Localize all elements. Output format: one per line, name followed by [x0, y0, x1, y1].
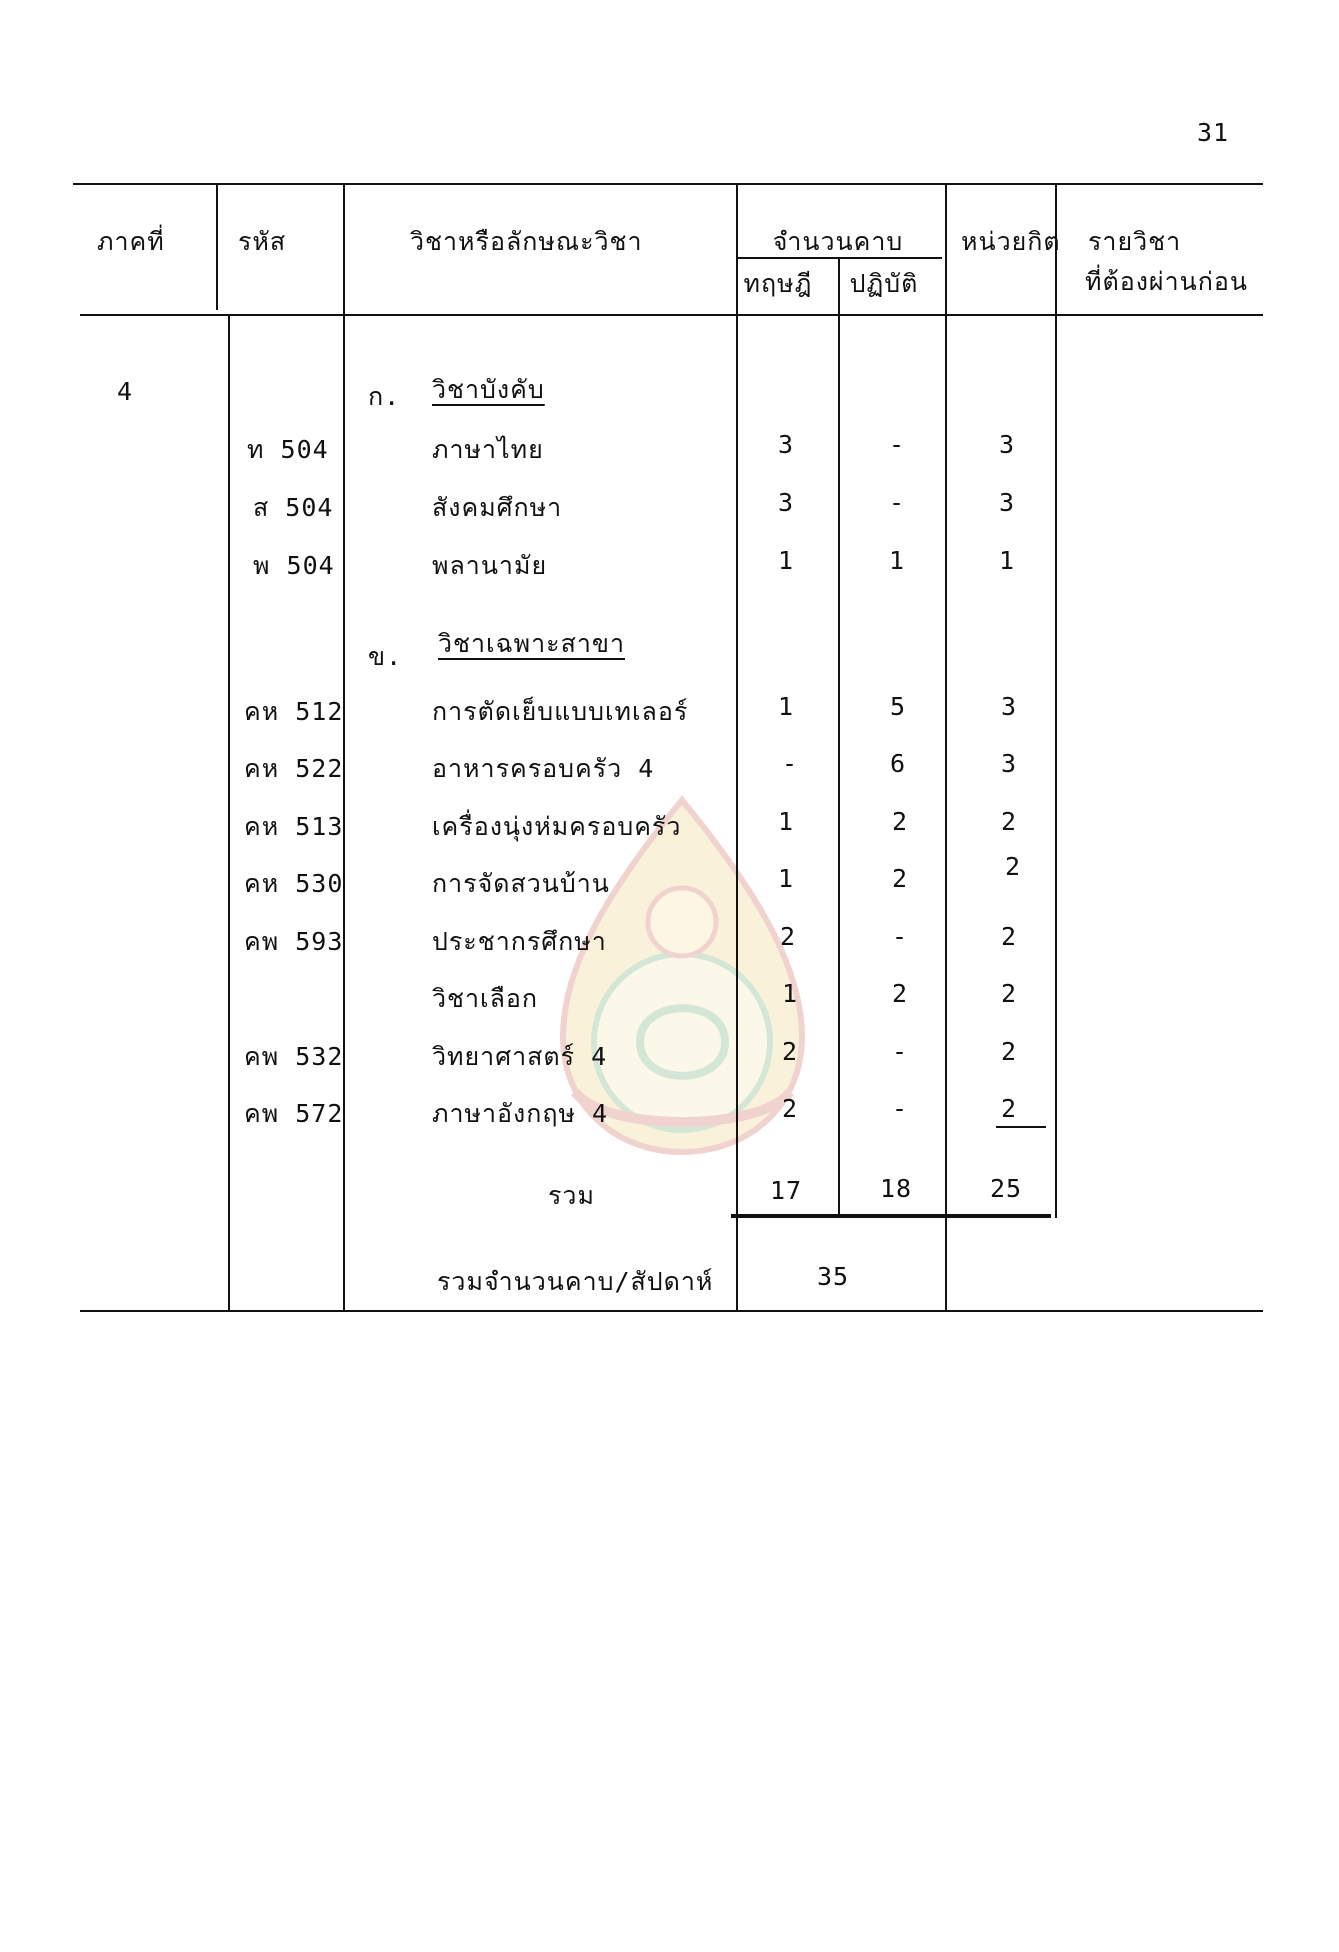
row-theory: 1	[777, 864, 795, 893]
row-credits: 2	[1000, 807, 1018, 836]
header-periods: จำนวนคาบ	[772, 227, 904, 256]
row-code: คพ 532	[244, 1042, 344, 1071]
weekly-total-label: รวมจำนวนคาบ/สัปดาห์	[437, 1267, 714, 1296]
col-rule-1	[228, 314, 230, 1310]
col-rule-6	[1055, 183, 1057, 1218]
col-rule-3	[736, 183, 738, 1310]
row-practice: -	[888, 430, 906, 459]
row-practice: 1	[888, 546, 906, 575]
row-subject: ภาษาอังกฤษ 4	[432, 1099, 609, 1128]
group-a-marker: ก.	[368, 382, 401, 411]
col-rule-4	[838, 257, 840, 1214]
row-subject: พลานามัย	[432, 551, 548, 580]
semester-value: 4	[117, 377, 134, 406]
row-theory: 1	[781, 979, 799, 1008]
row-subject: สังคมศึกษา	[432, 493, 563, 522]
col-rule-1-header	[216, 183, 218, 310]
row-subject: อาหารครอบครัว 4	[432, 754, 655, 783]
row-code: คห 512	[244, 697, 344, 726]
header-prereq-line1: รายวิชา	[1088, 227, 1182, 256]
header-practice: ปฏิบัติ	[849, 269, 919, 298]
row-credits: 2	[1000, 1037, 1018, 1066]
header-theory: ทฤษฎี	[743, 269, 813, 298]
row-credits: 3	[1000, 692, 1018, 721]
col-rule-5	[945, 183, 947, 1310]
row-practice: 6	[889, 749, 907, 778]
credits-sum-rule	[996, 1126, 1046, 1128]
row-theory: 2	[781, 1037, 799, 1066]
row-theory: 3	[777, 430, 795, 459]
row-code: คพ 593	[244, 927, 344, 956]
header-subject: วิชาหรือลักษณะวิชา	[410, 227, 643, 256]
group-b-marker: ข.	[368, 642, 403, 671]
row-credits: 2	[1000, 922, 1018, 951]
row-credits: 3	[998, 430, 1016, 459]
row-practice: -	[888, 488, 906, 517]
row-theory: 2	[779, 922, 797, 951]
row-code: คพ 572	[244, 1099, 344, 1128]
total-theory: 17	[769, 1176, 803, 1205]
col-rule-2	[343, 183, 345, 1310]
row-credits: 2	[1000, 1094, 1018, 1123]
header-semester: ภาคที่	[97, 227, 165, 256]
header-credits: หน่วยกิต	[961, 227, 1061, 256]
row-subject: วิทยาศาสตร์ 4	[432, 1042, 608, 1071]
row-practice: -	[891, 922, 909, 951]
row-code: คห 530	[244, 869, 344, 898]
row-theory: 1	[777, 807, 795, 836]
row-code: ท 504	[247, 435, 329, 464]
header-prereq-line2: ที่ต้องผ่านก่อน	[1085, 267, 1248, 296]
row-credits: 2	[1004, 852, 1022, 881]
header-code: รหัส	[238, 227, 287, 256]
row-code: ส 504	[253, 493, 334, 522]
table-bottom-rule	[80, 1310, 1263, 1312]
weekly-total-value: 35	[816, 1262, 850, 1291]
row-practice: 2	[891, 864, 909, 893]
row-credits: 3	[998, 488, 1016, 517]
row-theory: 1	[777, 546, 795, 575]
row-theory: -	[781, 749, 799, 778]
row-practice: 2	[891, 807, 909, 836]
page-number: 31	[1197, 118, 1230, 147]
row-credits: 2	[1000, 979, 1018, 1008]
header-bottom-rule	[80, 314, 1263, 316]
row-subject: การจัดสวนบ้าน	[432, 869, 610, 898]
row-theory: 1	[777, 692, 795, 721]
row-subject: วิชาเลือก	[432, 984, 539, 1013]
row-practice: -	[891, 1037, 909, 1066]
row-theory: 3	[777, 488, 795, 517]
total-credits: 25	[989, 1174, 1023, 1203]
row-code: คห 513	[244, 812, 344, 841]
total-double-rule	[731, 1214, 1051, 1218]
total-label: รวม	[548, 1181, 595, 1210]
total-practice: 18	[879, 1174, 913, 1203]
row-subject: การตัดเย็บแบบเทเลอร์	[432, 697, 689, 726]
row-subject: ประชากรศึกษา	[432, 927, 607, 956]
group-b-title: วิชาเฉพาะสาขา	[438, 629, 625, 658]
row-practice: 5	[889, 692, 907, 721]
group-a-title: วิชาบังคับ	[432, 375, 545, 404]
row-subject: ภาษาไทย	[432, 435, 544, 464]
row-theory: 2	[781, 1094, 799, 1123]
row-code: คห 522	[244, 754, 344, 783]
row-credits: 3	[1000, 749, 1018, 778]
row-subject: เครื่องนุ่งห่มครอบครัว	[432, 812, 682, 841]
row-credits: 1	[998, 546, 1016, 575]
table-top-rule	[73, 183, 1263, 185]
row-practice: -	[891, 1094, 909, 1123]
row-practice: 2	[891, 979, 909, 1008]
row-code: พ 504	[253, 551, 335, 580]
